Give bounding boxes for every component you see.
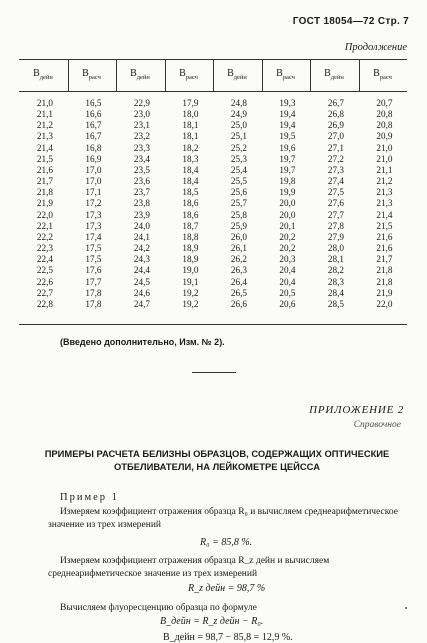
table-cell: 23,3 [133,142,150,153]
formula-r0: R₀ = 85,8 %. [200,537,253,548]
table-cell: 21,4 [36,142,53,153]
table-cell: 23,5 [133,164,150,175]
table-cell: 21,4 [376,209,393,220]
table-cell: 26,7 [327,98,344,108]
table-cell: 21,8 [36,187,53,198]
table-cell: 26,5 [230,287,247,298]
table-cell: 19,2 [182,298,199,309]
table-cell: 19,4 [279,109,296,120]
table-cell: 26,4 [230,276,247,287]
table-cell: 21,8 [376,265,393,276]
column-symbol: B [276,68,283,79]
table-column-header [213,68,261,81]
table-cell: 21,9 [36,198,53,209]
column-subscript: расч [379,74,392,81]
table-cell: 26,6 [230,298,247,309]
table-cell: 28,4 [327,287,344,298]
example-paragraph-1: Измеряем коэффициент отражения образца R₀ и вычисляем среднеарифметическое значение из трех измерений [48,507,398,530]
table-cell: 23,0 [133,109,150,120]
table-cell: 24,4 [133,265,150,276]
table-cell: 21,2 [376,176,393,187]
table-cell: 24,7 [133,298,150,309]
table-cell: 18,0 [182,109,199,120]
table-cell: 21,6 [36,164,53,175]
table-cell: 18,3 [182,153,199,164]
table-cell: 27,8 [327,220,344,231]
table-cell: 26,0 [230,231,247,242]
table-cell: 22,3 [36,243,53,254]
column-subscript: расч [185,74,198,81]
table-cell: 20,4 [279,276,296,287]
table-cell: 23,9 [133,209,150,220]
table-cell: 20,2 [279,231,296,242]
table-cell: 25,5 [230,176,247,187]
table-cell: 20,3 [279,254,296,265]
column-subscript: расч [282,74,295,81]
table-column-values [296,98,344,310]
table-cell: 17,6 [85,265,102,276]
table-cell: 24,6 [133,287,150,298]
table-cell: 25,9 [230,220,247,231]
table-cell: 28,1 [327,254,344,265]
table-cell: 20,8 [376,120,393,131]
column-subscript: дейн [233,74,247,81]
table-column-header [262,68,310,81]
table-cell: 21,7 [376,254,393,265]
table-cell: 16,7 [85,131,102,142]
formula-b-definition: B_дейн = R_z дейн − R₀. [160,616,264,627]
table-cell: 27,4 [327,176,344,187]
table-cell: 17,8 [85,287,102,298]
table-cell: 20,2 [279,243,296,254]
table-cell: 21,8 [376,276,393,287]
table-cell: 17,7 [85,276,102,287]
table-column-values [151,98,199,310]
table-cell: 19,3 [279,98,296,108]
table-cell: 17,4 [85,231,102,242]
table-cell: 21,9 [376,287,393,298]
table-cell: 28,0 [327,243,344,254]
table-cell: 22,2 [36,231,53,242]
table-cell: 23,2 [133,131,150,142]
table-cell: 16,8 [85,142,102,153]
table-cell: 25,0 [230,120,247,131]
table-cell: 26,1 [230,243,247,254]
table-cell: 19,7 [279,153,296,164]
table-cell: 27,2 [327,153,344,164]
table-column-values [54,98,102,310]
table-cell: 23,1 [133,120,150,131]
table-cell: 27,0 [327,131,344,142]
table-column-values [102,98,150,310]
table-cell: 21,0 [376,142,393,153]
table-cell: 19,7 [279,164,296,175]
table-cell: 26,8 [327,109,344,120]
column-symbol: B [130,68,137,79]
table-cell: 24,5 [133,276,150,287]
table-cell: 26,9 [327,120,344,131]
table-cell: 23,8 [133,198,150,209]
table-cell: 27,9 [327,231,344,242]
table-column-header [310,68,358,81]
table-cell: 20,4 [279,265,296,276]
table-cell: 21,5 [376,220,393,231]
table-cell: 18,4 [182,164,199,175]
column-subscript: дейн [136,74,150,81]
table-column-header [116,68,164,81]
table-cell: 19,9 [279,187,296,198]
table-cell: 20,6 [279,298,296,309]
table-cell: 23,6 [133,176,150,187]
column-symbol: B [33,68,40,79]
table-cell: 18,5 [182,187,199,198]
table-cell: 21,7 [36,176,53,187]
table-cell: 24,9 [230,109,247,120]
table-cell: 19,8 [279,176,296,187]
table-cell: 17,5 [85,243,102,254]
table-cell: 20,8 [376,109,393,120]
table-cell: 26,3 [230,265,247,276]
page-header: ГОСТ 18054—72 Стр. 7 [292,16,409,27]
table-cell: 22,6 [36,276,53,287]
table-cell: 27,6 [327,198,344,209]
column-subscript: дейн [330,74,344,81]
table-cell: 16,7 [85,120,102,131]
table-cell: 17,9 [182,98,199,108]
table-cell: 23,7 [133,187,150,198]
table-cell: 24,3 [133,254,150,265]
table-cell: 23,4 [133,153,150,164]
table-cell: 21,1 [376,164,393,175]
continuation-label: Продолжение [344,42,407,53]
column-symbol: B [227,68,234,79]
table-cell: 24,2 [133,243,150,254]
table-cell: 20,0 [279,198,296,209]
column-symbol: B [179,68,186,79]
table-cell: 21,3 [36,131,53,142]
table-column-header [68,68,116,81]
example-paragraph-3: Вычисляем флуоресценцию образца по формуле [60,603,257,613]
table-cell: 27,7 [327,209,344,220]
table-cell: 20,7 [376,98,393,108]
table-cell: 22,7 [36,287,53,298]
section-title: ПРИМЕРЫ РАСЧЕТА БЕЛИЗНЫ ОБРАЗЦОВ, СОДЕРЖАЩИХ ОПТИЧЕСКИЕ ОТБЕЛИВАТЕЛИ, НА ЛЕЙКОМЕТРЕ ЦЕЙССА [44,448,390,472]
table-cell: 25,1 [230,131,247,142]
example-label: Пример 1 [60,492,119,503]
table-cell: 21,2 [36,120,53,131]
table-cell: 18,9 [182,254,199,265]
table-cell: 17,5 [85,254,102,265]
table-cell: 17,0 [85,176,102,187]
table-cell: 21,6 [376,231,393,242]
table-cell: 18,2 [182,142,199,153]
table-cell: 22,0 [376,298,393,309]
table-cell: 19,0 [182,265,199,276]
table-cell: 19,4 [279,120,296,131]
appendix-subtitle: Справочное [353,420,401,430]
table-cell: 16,9 [85,153,102,164]
table-cell: 17,3 [85,220,102,231]
table-cell: 19,5 [279,131,296,142]
table-cell: 16,5 [85,98,102,108]
table-cell: 21,3 [376,198,393,209]
table-cell: 28,5 [327,298,344,309]
separator-rule [192,372,236,373]
table-cell: 18,6 [182,198,199,209]
table-column-values [248,98,296,310]
formula-rz: R_z дейн = 98,7 % [188,583,266,594]
table-cell: 21,0 [376,153,393,164]
table-cell: 17,8 [85,298,102,309]
table-cell: 25,6 [230,187,247,198]
table-cell: 17,3 [85,209,102,220]
column-symbol: B [324,68,331,79]
table-header-rule [19,91,407,92]
table-cell: 22,4 [36,254,53,265]
table-cell: 16,6 [85,109,102,120]
table-cell: 18,1 [182,120,199,131]
table-cell: 24,1 [133,231,150,242]
column-symbol: B [82,68,89,79]
table-cell: 26,2 [230,254,247,265]
table-cell: 24,8 [230,98,247,108]
table-cell: 21,1 [36,109,53,120]
print-speck [405,607,407,609]
appendix-title: ПРИЛОЖЕНИЕ 2 [309,404,404,416]
table-cell: 17,0 [85,164,102,175]
table-column-header [19,68,67,81]
table-column-header [165,68,213,81]
column-subscript: расч [88,74,101,81]
table-column-values [345,98,393,310]
table-cell: 21,5 [36,153,53,164]
table-cell: 20,0 [279,209,296,220]
formula-b-result: B_дейн = 98,7 − 85,8 = 12,9 %. [163,632,293,643]
table-cell: 27,3 [327,164,344,175]
column-symbol: B [373,68,380,79]
table-cell: 21,3 [376,187,393,198]
table-column-values [199,98,247,310]
table-cell: 28,3 [327,276,344,287]
table-column-values [5,98,53,310]
table-cell: 25,4 [230,164,247,175]
table-cell: 18,1 [182,131,199,142]
table-cell: 19,2 [182,287,199,298]
column-subscript: дейн [39,74,53,81]
table-cell: 18,6 [182,209,199,220]
table-cell: 22,9 [133,98,150,108]
table-cell: 27,5 [327,187,344,198]
table-cell: 22,5 [36,265,53,276]
table-cell: 19,1 [182,276,199,287]
table-cell: 25,2 [230,142,247,153]
table-cell: 18,9 [182,243,199,254]
table-cell: 21,0 [36,98,53,108]
table-cell: 21,6 [376,243,393,254]
table-cell: 18,7 [182,220,199,231]
values-table [19,59,407,325]
table-cell: 18,8 [182,231,199,242]
table-cell: 20,1 [279,220,296,231]
table-cell: 22,1 [36,220,53,231]
table-cell: 28,2 [327,265,344,276]
table-cell: 20,5 [279,287,296,298]
table-cell: 17,1 [85,187,102,198]
table-cell: 24,0 [133,220,150,231]
table-cell: 20,9 [376,131,393,142]
table-cell: 22,0 [36,209,53,220]
example-paragraph-2: Измеряем коэффициент отражения образца R_z дейн и вычисляем среднеарифметическое значение из трех измерений [48,556,330,579]
table-cell: 27,1 [327,142,344,153]
amendment-note: (Введено дополнительно, Изм. № 2). [60,337,225,347]
table-cell: 25,7 [230,198,247,209]
table-cell: 17,2 [85,198,102,209]
table-cell: 19,6 [279,142,296,153]
table-cell: 25,3 [230,153,247,164]
table-column-header [359,68,407,81]
table-cell: 22,8 [36,298,53,309]
table-cell: 18,4 [182,176,199,187]
table-cell: 25,8 [230,209,247,220]
